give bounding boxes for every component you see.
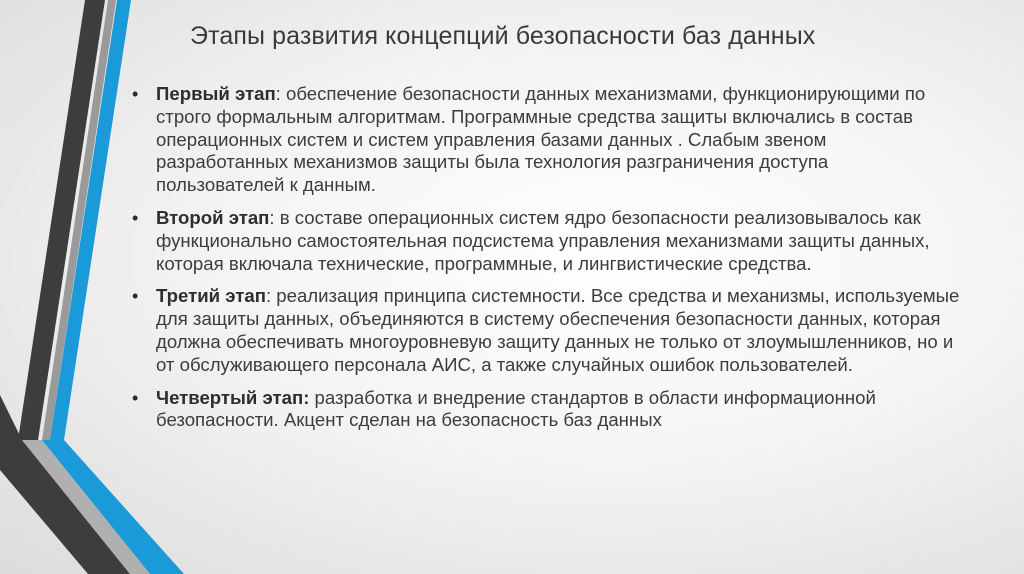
blue-band-bottom	[42, 440, 184, 574]
stage-text: разработка и внедрение стандартов в области информационной безопасности. Акцент сделан на безопасность баз данных	[156, 386, 876, 431]
stage-label: Четвертый этап:	[156, 386, 310, 408]
bullet-dot-icon: •	[132, 387, 139, 408]
slide-title: Этапы развития концепций безопасности баз данных	[190, 22, 816, 50]
stages-list	[130, 83, 960, 442]
stage-label: Третий этап	[156, 285, 266, 307]
dark-band-bottom	[0, 395, 130, 574]
bullet-dot-icon: •	[132, 286, 139, 307]
stage-text: : в составе операционных систем ядро безопасности реализовывалось как функционально самостоятельная подсистема управления механизмами защиты данных, которая включала технические, программные, и лингвистические средства.	[156, 206, 930, 274]
stage-text: : обеспечение безопасности данных механизмами, функционирующими по строго формальным алгоритмам. Программные средства защиты включались в состав операционных систем и систем управления базами данных . Слабым звеном разработанных механизмов защиты была технология разграничения доступа пользователей к данным.	[156, 83, 926, 196]
list-item-stage-4	[130, 387, 960, 433]
stage-label: Второй этап	[156, 206, 270, 228]
list-item-stage-1	[130, 83, 960, 197]
blue-stripe-top	[50, 0, 131, 440]
list-item-stage-3	[130, 285, 960, 376]
bullet-dot-icon: •	[132, 207, 139, 228]
dark-stripe-top	[18, 0, 105, 440]
bullet-dot-icon: •	[132, 84, 139, 104]
stage-text: : реализация принципа системности. Все средства и механизмы, используемые для защиты данных, объединяются в систему обеспечения безопасности данных, которая должна обеспечивать многоуровневую защиту данных не только от злоумышленников, но и от обслуживающего персонала АИС, а также случайных ошибок пользователей.	[156, 285, 960, 375]
stage-label: Первый этап	[156, 83, 276, 104]
gray-band-bottom	[22, 440, 150, 574]
gray-stripe-top	[42, 0, 116, 440]
list-item-stage-2	[130, 207, 960, 275]
